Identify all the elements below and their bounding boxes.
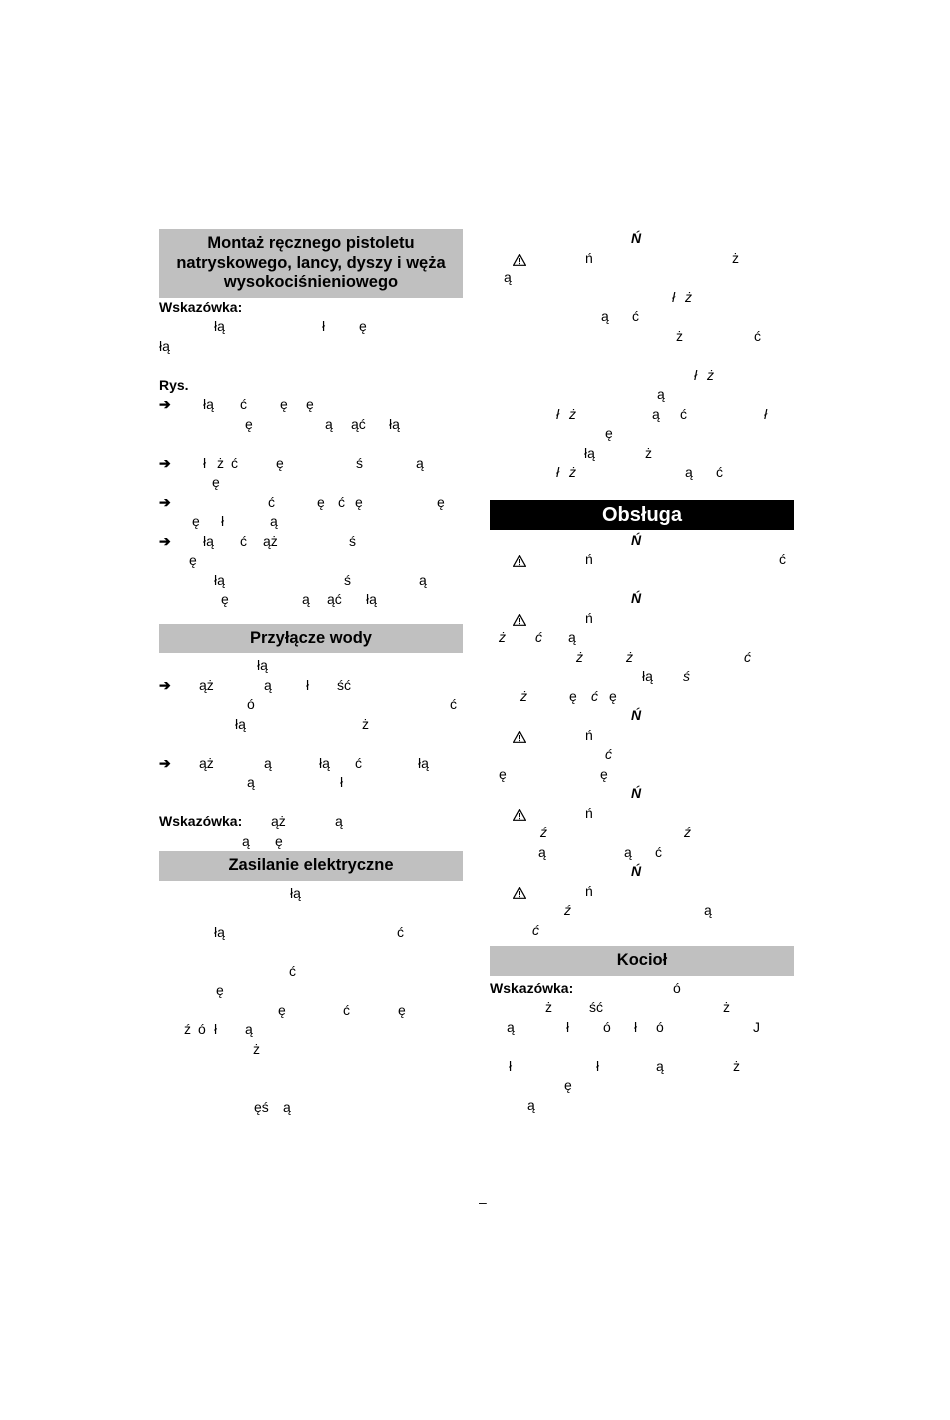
text-line: ł ż ą ć [556,464,723,480]
text-line: łą ż [235,715,369,732]
note-line [159,298,463,318]
text-line: ą [504,269,512,285]
text-line: łą [159,337,170,354]
note-line: Wskazówka: ó [490,979,794,999]
text-line: ż ć [676,327,761,344]
text-line: ź ó ł ą [184,1021,253,1037]
note-label: Wskazówka: [159,813,243,829]
text-line: łą [290,884,301,901]
text-line: łą ś ą [214,571,427,588]
arrow-right-icon: ➔ [159,676,171,693]
note-label: Wskazówka: [490,979,574,996]
text-line: ó ć [247,696,457,712]
text-line: ż ż ć [576,648,751,665]
text-line: ę ą ąć łą [221,591,377,607]
warning-line: Ń [490,784,794,804]
text-line: ć [605,746,612,762]
arrow-right-icon: ➔ [159,493,171,510]
left-column [159,229,463,1118]
warning-line: Ń [490,531,794,551]
instruction-line: ➔ łą ć ę ę [159,395,463,415]
text-line: ą [657,386,665,402]
instruction-line: ➔ ć ę ć ę ę [159,493,463,513]
text-line: ż [253,1040,260,1057]
text-line: ż ść ż [545,999,730,1015]
arrow-right-icon: ➔ [159,454,171,471]
text-line: łą ć [214,923,404,940]
text-line: ą ć [601,308,639,324]
text-line: ń [585,726,593,743]
note-label: Wskazówka: [159,298,243,315]
text-line: łą [257,657,268,673]
text-line: ę [212,474,220,490]
text-line: łą ś [642,668,690,684]
section-title-montaz: Montaż ręcznego pistoletu natryskowego, lancy, dyszy i węża wysokociśnieniowego [159,229,463,298]
text-line: ę [605,425,613,441]
text-line: ń [585,882,593,899]
note-line: Wskazówka: ąż ą [159,812,463,832]
text-line: ń [585,609,593,626]
instruction-line: ➔ ąż ą łą ć łą [159,754,463,774]
text-line: ą ł [247,774,344,790]
text-line: ą ą ć [538,843,662,860]
instruction-line: ➔ ąż ą ł ść [159,676,463,696]
text-line: ź ź [540,824,691,840]
section-title-kociol: Kocioł [490,946,794,976]
page-number: – [479,1194,487,1210]
arrow-right-icon: ➔ [159,754,171,771]
instruction-line: ➔ łą ć ąż ś [159,532,463,552]
text-line: ł ż [694,366,714,383]
text-line: ę [216,982,224,998]
text-line: ć [532,921,539,938]
text-line: ę ę [499,765,608,782]
text-line: ą ł ó ł ó J [507,1018,760,1035]
text-line: ń ż [585,249,739,266]
text-line: ę ć ę [278,1001,406,1018]
figure-label: Rys. [159,376,189,393]
text-line: ę ą ąć łą [245,415,400,432]
text-line: ń [585,804,593,821]
warning-line: Ń [490,862,794,882]
text-line: ą [527,1096,535,1113]
text-line: ż ę ć ę [520,687,617,704]
text-line: ł ż [672,288,692,305]
warning-line: Ń [490,589,794,609]
arrow-right-icon: ➔ [159,532,171,549]
right-column [490,229,794,1115]
arrow-right-icon: ➔ [159,396,171,412]
text-line: ą ę [242,832,283,849]
warning-line: Ń [490,706,794,726]
text-line: ę [564,1077,572,1093]
text-line: łą ż [584,444,652,461]
section-title-obsluga: Obsługa [490,500,794,530]
text-line: ź ą [564,902,712,918]
figure-line [159,376,463,396]
section-title-zasilanie: Zasilanie elektryczne [159,851,463,881]
warning-line: Ń [490,229,794,249]
text-line: ę ł ą [192,513,278,529]
text-line: ęś ą [254,1099,291,1115]
section-title-przylacze-wody: Przyłącze wody [159,624,463,654]
text-line: ż ć ą [499,629,576,645]
text-line: ń ć [585,551,786,567]
text-line: ł ł ą ż [509,1057,740,1074]
text-line: ł ż ą ć ł [556,405,768,422]
instruction-line: ➔ ł ż ć ę ś ą [159,454,463,474]
text-line: łą ł ę [214,318,367,334]
text-line: ę [189,552,197,568]
text-line: ć [289,962,296,979]
